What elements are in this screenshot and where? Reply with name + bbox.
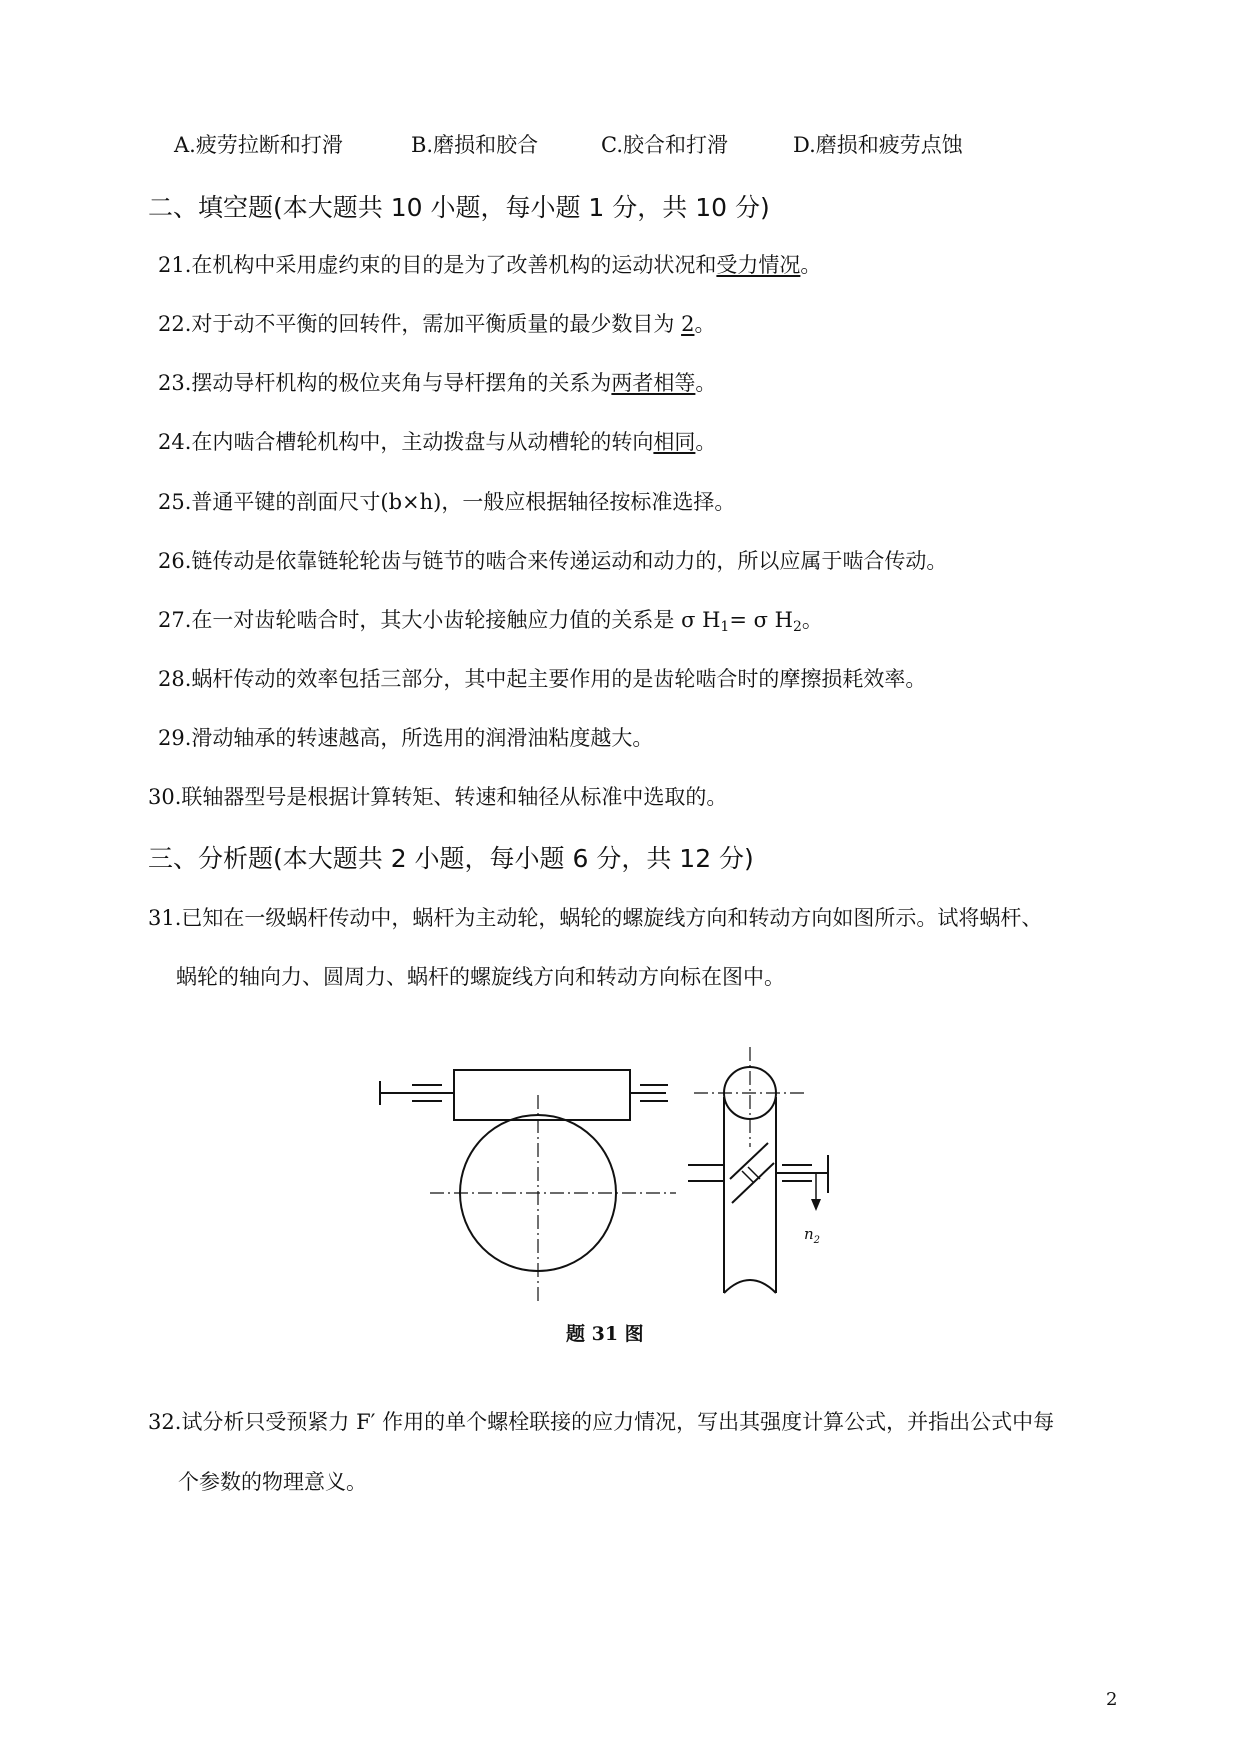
section-title-fill-in: 二、填空题(本大题共 10 小题，每小题 1 分，共 10 分) <box>148 193 770 222</box>
question-27 <box>158 610 823 634</box>
question-21-text: 21.在机构中采用虚约束的目的是为了改善机构的运动状况和 <box>158 253 717 277</box>
rotation-arrow-head <box>811 1199 821 1211</box>
figure-caption: 题 31 图 <box>566 1323 644 1345</box>
question-30: 30.联轴器型号是根据计算转矩、转速和轴径从标准中选取的。 <box>148 785 728 809</box>
question-23-text: 23.摆动导杆机构的极位夹角与导杆摆角的关系为 <box>158 371 612 395</box>
question-23 <box>158 373 716 394</box>
question-25: 25.普通平键的剖面尺寸(b×h)，一般应根据轴径按标准选择。 <box>158 490 736 514</box>
page-number: 2 <box>1106 1689 1118 1710</box>
wheel-rim-bottom <box>724 1280 776 1293</box>
question-31-line1: 31.已知在一级蜗杆传动中，蜗杆为主动轮，蜗轮的螺旋线方向和转动方向如图所示。试将蜗杆、 <box>148 906 1043 930</box>
question-23-end: 。 <box>695 371 717 395</box>
figure-label-n2: $n_2$ <box>804 1225 821 1246</box>
option-c: C.胶合和打滑 <box>601 133 728 157</box>
question-24-text: 24.在内啮合槽轮机构中，主动拨盘与从动槽轮的转向 <box>158 430 654 454</box>
question-24-end: 。 <box>695 430 717 454</box>
question-22-text: 22.对于动不平衡的回转件，需加平衡质量的最少数目为 <box>158 312 682 336</box>
question-24-answer: 相同 <box>653 430 696 454</box>
question-21 <box>158 255 821 276</box>
wheel-helix-mark <box>742 1171 754 1183</box>
section-title-analysis: 三、分析题(本大题共 2 小题，每小题 6 分，共 12 分) <box>148 844 754 873</box>
worm-gear-figure <box>376 1045 846 1315</box>
worm-body <box>454 1070 630 1120</box>
question-22 <box>158 314 715 335</box>
question-27-mid: = σ H <box>729 608 793 632</box>
question-31-line2: 蜗轮的轴向力、圆周力、蜗杆的螺旋线方向和转动方向标在图中。 <box>176 965 785 989</box>
question-26: 26.链传动是依靠链轮轮齿与链节的啮合来传递运动和动力的，所以应属于啮合传动。 <box>158 549 948 573</box>
question-27-text: 27.在一对齿轮啮合时，其大小齿轮接触应力值的关系是 σ H <box>158 608 721 632</box>
question-24 <box>158 432 716 453</box>
question-32-line2: 个参数的物理意义。 <box>178 1470 367 1494</box>
option-a: A.疲劳拉断和打滑 <box>174 133 343 157</box>
question-29: 29.滑动轴承的转速越高，所选用的润滑油粘度越大。 <box>158 726 654 750</box>
option-b: B.磨损和胶合 <box>411 133 539 157</box>
question-21-answer: 受力情况 <box>716 253 801 277</box>
question-27-sub1: 1 <box>720 619 730 635</box>
wheel-helix-mark <box>748 1167 760 1179</box>
question-22-answer: 2 <box>681 312 695 336</box>
option-d: D.磨损和疲劳点蚀 <box>793 133 963 157</box>
question-28: 28.蜗杆传动的效率包括三部分，其中起主要作用的是齿轮啮合时的摩擦损耗效率。 <box>158 667 927 691</box>
question-27-sub2: 2 <box>792 619 802 635</box>
question-23-answer: 两者相等 <box>611 371 696 395</box>
question-21-end: 。 <box>800 253 822 277</box>
question-22-end: 。 <box>694 312 716 336</box>
question-27-end: 。 <box>801 608 823 632</box>
question-32-line1: 32.试分析只受预紧力 F′ 作用的单个螺栓联接的应力情况，写出其强度计算公式，并指出公式中每 <box>148 1410 1055 1434</box>
